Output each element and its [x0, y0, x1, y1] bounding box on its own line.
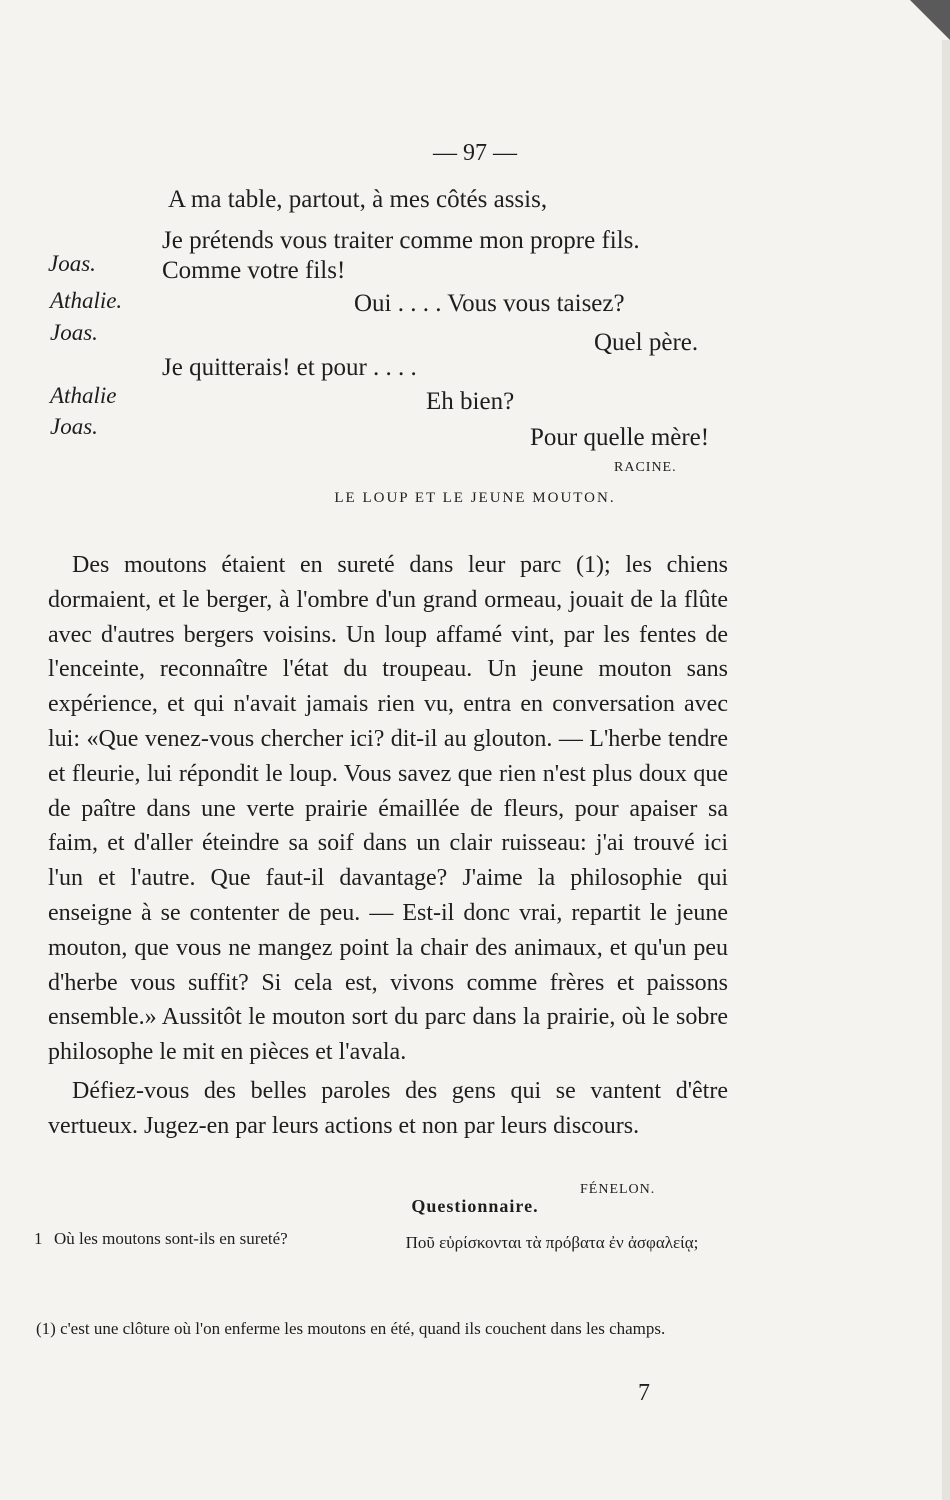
questionnaire-title: Questionnaire.	[411, 1196, 539, 1216]
folded-corner	[910, 0, 950, 40]
fable-title: LE LOUP ET LE JEUNE MOUTON.	[334, 490, 616, 506]
page-edge	[942, 40, 950, 1500]
question-greek: Ποῦ εὑρίσκονται τὰ πρόβατα ἐν ἀσφαλείᾳ;	[405, 1233, 699, 1252]
speaker-name: Athalie	[50, 383, 117, 408]
poem-line: Comme votre fils!	[162, 257, 346, 284]
poem-line: A ma table, partout, à mes côtés assis,	[168, 186, 548, 213]
question-number: 1	[34, 1229, 43, 1248]
speaker-name: Joas.	[48, 251, 96, 276]
fable-paragraph: Des moutons étaient en sureté dans leur parc (1); les chiens dormaient, et le berger, à l'ombre d'un grand ormeau, jouait de la flûte avec d'autres bergers voisins. Un loup affamé vint, par les fentes de l'enceinte, reconnaître l'état du troupeau. Un jeune mouton sans expérience, et qui n'avait jamais rien vu, entra en conversation avec lui: «Que venez-vous chercher ici? dit-il au glouton. — L'herbe tendre et fleurie, lui répondit le loup. Vous savez que rien n'est plus doux que de paître dans une verte prairie émaillée de fleurs, pour apaiser sa faim, et d'aller éteindre sa soif dans un clair ruisseau: j'ai trouvé ici l'un et l'autre. Que faut-il davantage? J'aime la philosophie qui enseigne à se contenter de peu. — Est-il donc vrai, repartit le jeune mouton, que vous ne mangez point la chair des animaux, et qu'un peu d'herbe vous suffit? Si cela est, vivons comme frères et paissons ensemble.» Aussitôt le mouton sort du parc dans la prairie, où le sobre philosophe le mit en pièces et l'avala.	[48, 552, 728, 1066]
moral-paragraph: Défiez-vous des belles paroles des gens qui se vantent d'être vertueux. Jugez-en par leurs actions et non par leurs discours.	[48, 1077, 728, 1139]
speaker-name: Athalie.	[50, 288, 123, 313]
poem-author: RACINE.	[614, 460, 677, 475]
fable-author: FÉNELON.	[580, 1182, 656, 1197]
poem-line: Quel père.	[594, 329, 699, 356]
page-number: — 97 —	[433, 140, 517, 166]
footnote: (1) c'est une clôture où l'on enferme les moutons en été, quand ils couchent dans les champs.	[36, 1319, 666, 1338]
poem-line: Pour quelle mère!	[530, 424, 710, 451]
signature-mark: 7	[638, 1380, 650, 1406]
question-french: Où les moutons sont-ils en sureté?	[54, 1229, 288, 1248]
fable-text	[48, 548, 728, 1144]
speaker-name: Joas.	[50, 414, 98, 439]
speaker-name: Joas.	[50, 320, 98, 345]
poem-line: Oui . . . . Vous vous taisez?	[354, 290, 625, 317]
poem-line: Eh bien?	[426, 388, 515, 415]
poem-line: Je prétends vous traiter comme mon propre fils.	[162, 227, 640, 254]
poem-line: Je quitterais! et pour . . . .	[162, 354, 417, 381]
